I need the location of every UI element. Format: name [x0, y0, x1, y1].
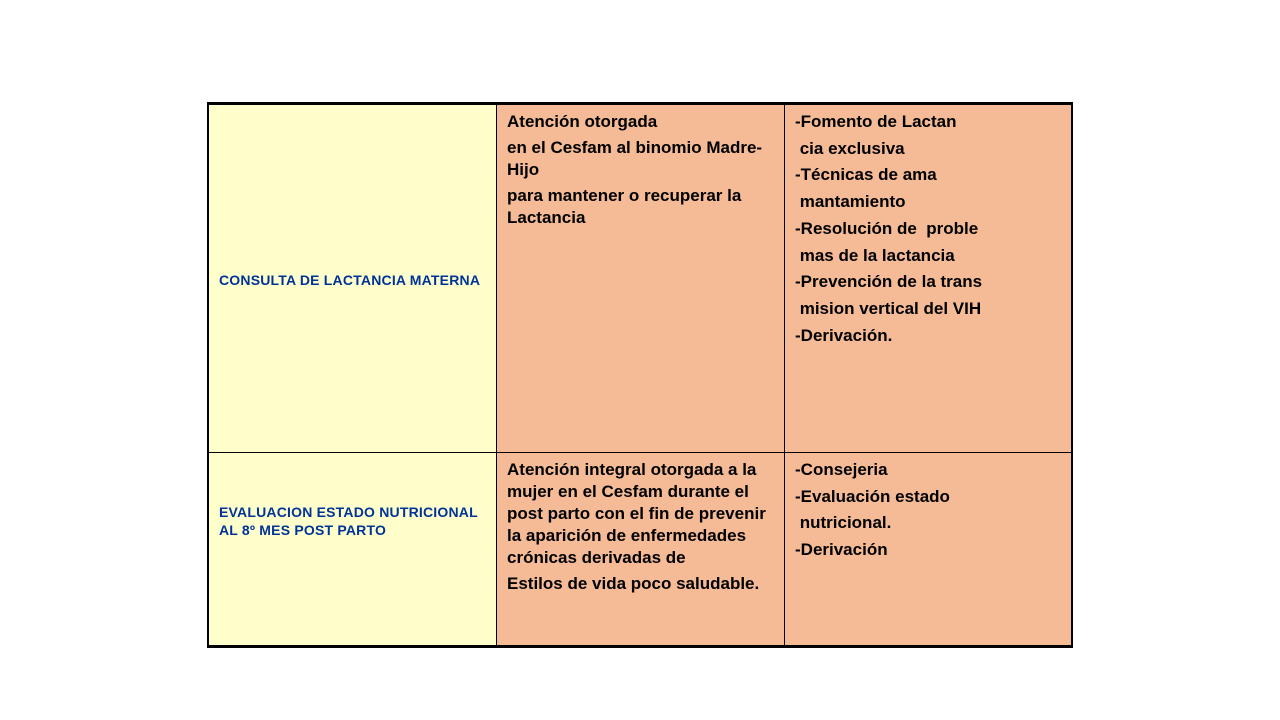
activity-line: nutricional.	[795, 513, 892, 533]
activity-line: -Fomento de Lactan	[795, 112, 957, 131]
activity-line: -Derivación.	[795, 325, 893, 345]
description-text: para mantener o recuperar la Lactancia	[507, 186, 742, 227]
activity-line: mision vertical del VIH	[795, 298, 982, 318]
activities-cell	[785, 104, 1073, 453]
activity-line: -Prevención de la trans	[795, 272, 983, 292]
activity-line: cia exclusiva	[795, 138, 905, 158]
description-cell	[497, 104, 785, 453]
description-text: en el Cesfam al binomio Madre-Hijo	[507, 138, 763, 179]
table-row	[208, 104, 1072, 453]
activity-line: -Derivación	[795, 540, 888, 560]
description-cell	[497, 453, 785, 647]
activity-line: mas de la lactancia	[795, 245, 955, 265]
service-cell	[208, 104, 497, 453]
table-row	[208, 453, 1072, 647]
description-text: Estilos de vida poco saludable.	[507, 574, 760, 593]
service-cell	[208, 453, 497, 647]
description-text: Atención integral otorgada a la mujer en el Cesfam durante el post parto con el fin de prevenir la aparición de enfermedades crónicas derivadas de	[507, 460, 766, 567]
activity-line: -Técnicas de ama	[795, 165, 937, 185]
activity-line: -Consejeria	[795, 460, 888, 479]
description-text: Atención otorgada	[507, 112, 658, 131]
activities-cell	[785, 453, 1073, 647]
service-label: EVALUACION ESTADO NUTRICIONAL AL 8º MES POST PARTO	[219, 504, 478, 538]
activity-line: -Resolución de proble	[795, 218, 979, 238]
activity-line: mantamiento	[795, 192, 906, 212]
activity-line: -Evaluación estado	[795, 486, 950, 506]
service-label: CONSULTA DE LACTANCIA MATERNA	[219, 272, 481, 288]
program-table	[207, 102, 1073, 648]
